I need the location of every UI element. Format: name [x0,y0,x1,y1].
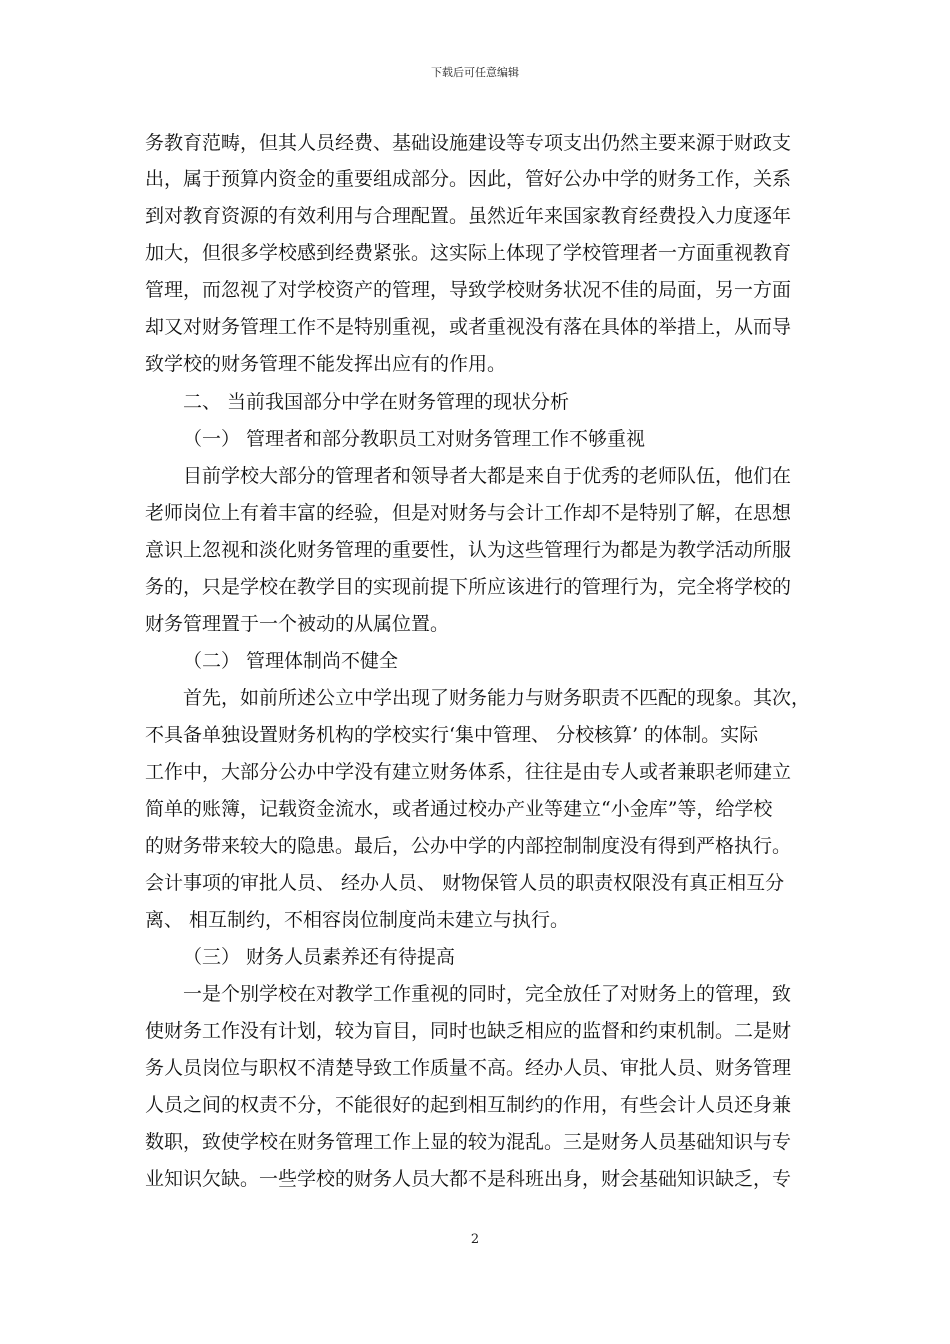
header-note: 下载后可任意编辑 [431,66,519,79]
paragraph-line-21: 使财务工作没有计划，较为盲目，同时也缺乏相应的监督和约束机制。二是财 [145,1020,792,1042]
paragraph-line-19: 离、 相互制约，不相容岗位制度尚未建立与执行。 [145,909,570,931]
paragraph-line-10: 意识上忽视和淡化财务管理的重要性，认为这些管理行为都是为教学活动所服 [145,539,792,561]
paragraph-line-9: 老师岗位上有着丰富的经验，但是对财务与会计工作却不是特别了解，在思想 [145,502,792,524]
section-heading-2: 二、 当前我国部分中学在财务管理的现状分析 [183,391,570,413]
paragraph-line-24: 数职，致使学校在财务管理工作上显的较为混乱。三是财务人员基础知识与专 [145,1131,792,1153]
paragraph-line-2: 出，属于预算内资金的重要组成部分。因此，管好公办中学的财务工作，关系 [145,168,792,190]
paragraph-line-8: 目前学校大部分的管理者和领导者大都是来自于优秀的老师队伍，他们在 [183,465,792,487]
paragraph-line-25: 业知识欠缺。一些学校的财务人员大都不是科班出身，财会基础知识缺乏，专 [145,1168,792,1190]
paragraph-line-14: 不具备单独设置财务机构的学校实行‘集中管理、 分校核算’ 的体制。实际 [145,724,759,746]
paragraph-line-7: 致学校的财务管理不能发挥出应有的作用。 [145,353,507,375]
paragraph-line-4: 加大，但很多学校感到经费紧张。这实际上体现了学校管理者一方面重视教育 [145,242,792,264]
paragraph-line-12: 财务管理置于一个被动的从属位置。 [145,613,450,635]
paragraph-line-18: 会计事项的审批人员、 经办人员、 财物保管人员的职责权限没有真正相互分 [145,872,785,894]
subsection-heading-2: （二） 管理体制尚不健全 [183,650,399,672]
paragraph-line-3: 到对教育资源的有效利用与合理配置。虽然近年来国家教育经费投入力度逐年 [145,205,792,227]
paragraph-line-16: 简单的账簿，记载资金流水，或者通过校办产业等建立“小金库”等，给学校 [145,798,773,820]
paragraph-line-1: 务教育范畴，但其人员经费、基础设施建设等专项支出仍然主要来源于财政支 [145,132,792,154]
paragraph-line-15: 工作中，大部分公办中学没有建立财务体系，往往是由专人或者兼职老师建立 [145,761,792,783]
subsection-heading-1: （一） 管理者和部分教职员工对财务管理工作不够重视 [183,428,646,450]
paragraph-line-5: 管理，而忽视了对学校资产的管理，导致学校财务状况不佳的局面，另一方面 [145,279,792,301]
subsection-heading-3: （三） 财务人员素养还有待提高 [183,946,456,968]
paragraph-line-20: 一是个别学校在对教学工作重视的同时，完全放任了对财务上的管理，致 [183,983,792,1005]
paragraph-line-17: 的财务带来较大的隐患。最后，公办中学的内部控制制度没有得到严格执行。 [145,835,792,857]
paragraph-line-13: 首先，如前所述公立中学出现了财务能力与财务职责不匹配的现象。其次， [183,687,811,709]
paragraph-line-22: 务人员岗位与职权不清楚导致工作质量不高。经办人员、审批人员、财务管理 [145,1057,792,1079]
paragraph-line-11: 务的，只是学校在教学目的实现前提下所应该进行的管理行为，完全将学校的 [145,576,792,598]
paragraph-line-6: 却又对财务管理工作不是特别重视，或者重视没有落在具体的举措上，从而导 [145,316,792,338]
page-number: 2 [470,1232,480,1247]
paragraph-line-23: 人员之间的权责不分，不能很好的起到相互制约的作用，有些会计人员还身兼 [145,1094,792,1116]
